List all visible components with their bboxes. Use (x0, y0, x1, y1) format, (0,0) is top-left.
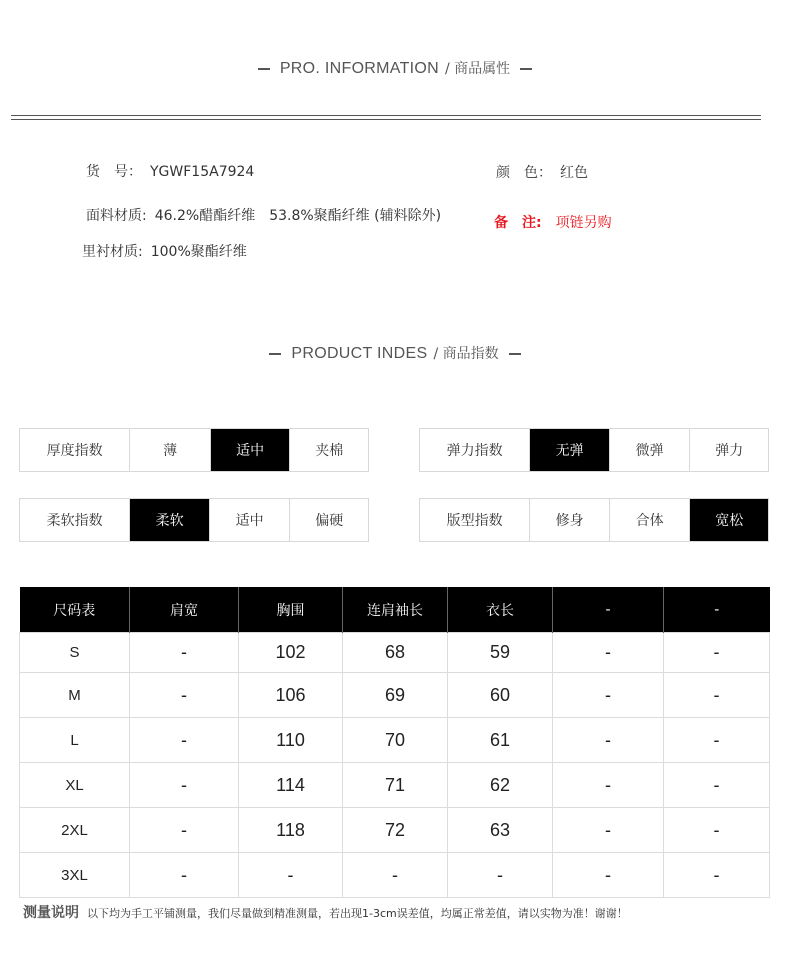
index-option: 微弹 (609, 429, 690, 471)
table-cell: - (664, 718, 770, 763)
size-table (19, 587, 770, 898)
size-cell: M (20, 673, 130, 718)
index-option: 适中 (209, 499, 290, 541)
index-softness (19, 498, 369, 542)
index-option: 适中 (210, 429, 290, 471)
table-cell: 62 (448, 763, 553, 808)
index-option: 弹力 (689, 429, 768, 471)
index-fit (419, 498, 769, 542)
table-cell: - (664, 808, 770, 853)
table-row (20, 853, 770, 898)
table-cell: 118 (239, 808, 343, 853)
table-cell: - (130, 853, 239, 898)
table-cell: - (130, 673, 239, 718)
size-cell: S (20, 633, 130, 673)
index-option: 无弹 (529, 429, 609, 471)
size-cell: XL (20, 763, 130, 808)
table-cell: - (130, 808, 239, 853)
table-cell: - (130, 718, 239, 763)
info-key: 货 号： (86, 164, 142, 180)
heading-en: PRO. INFORMATION (279, 60, 439, 77)
size-table-header-cell: 胸围 (239, 587, 343, 633)
size-table-header-cell: 连肩袖长 (343, 587, 448, 633)
index-label: 版型指数 (446, 513, 503, 529)
measure-note (23, 902, 628, 922)
heading-dash (269, 353, 281, 355)
table-row (20, 808, 770, 853)
index-elasticity (419, 428, 769, 472)
heading-cn: / 商品属性 (445, 61, 511, 77)
table-cell: - (553, 633, 664, 673)
index-label: 弹力指数 (446, 443, 503, 459)
heading-cn: / 商品指数 (433, 346, 499, 362)
table-cell: - (130, 633, 239, 673)
table-cell: 72 (343, 808, 448, 853)
table-cell: - (553, 763, 664, 808)
index-option: 柔软 (129, 499, 209, 541)
table-cell: - (664, 763, 770, 808)
index-option: 合体 (609, 499, 690, 541)
info-item-number (86, 161, 254, 181)
info-key: 面料材质: (86, 208, 147, 224)
table-cell: - (553, 718, 664, 763)
table-row (20, 718, 770, 763)
heading-dash (258, 68, 270, 70)
index-thickness (19, 428, 369, 472)
table-cell: - (343, 853, 448, 898)
table-cell: - (664, 673, 770, 718)
divider-line (11, 119, 761, 120)
table-cell: 102 (239, 633, 343, 673)
info-color (496, 162, 588, 182)
index-option: 偏硬 (289, 499, 368, 541)
info-key: 颜 色： (496, 165, 552, 181)
table-cell: 68 (343, 633, 448, 673)
table-cell: - (448, 853, 553, 898)
index-option: 宽松 (689, 499, 768, 541)
table-row (20, 763, 770, 808)
table-cell: - (664, 633, 770, 673)
table-cell: 110 (239, 718, 343, 763)
index-option: 修身 (529, 499, 609, 541)
heading-dash (509, 353, 521, 355)
table-cell: - (553, 853, 664, 898)
index-option: 薄 (129, 429, 210, 471)
table-cell: 59 (448, 633, 553, 673)
table-cell: 106 (239, 673, 343, 718)
table-row (20, 673, 770, 718)
size-table-header-cell: - (553, 587, 664, 633)
table-cell: - (553, 808, 664, 853)
size-cell: 3XL (20, 853, 130, 898)
index-label: 厚度指数 (46, 443, 103, 459)
info-fabric (86, 205, 441, 225)
divider-line (11, 115, 761, 116)
size-table-header-cell: 衣长 (448, 587, 553, 633)
info-lining (82, 241, 247, 261)
pro-information-heading (0, 58, 790, 78)
table-cell: 63 (448, 808, 553, 853)
info-value: 红色 (560, 165, 588, 181)
product-index-heading (0, 343, 790, 363)
heading-dash (520, 68, 532, 70)
info-value: 100%聚酯纤维 (150, 244, 247, 260)
index-option: 夹棉 (289, 429, 368, 471)
table-cell: 114 (239, 763, 343, 808)
table-cell: 70 (343, 718, 448, 763)
info-value: YGWF15A7924 (150, 164, 255, 180)
info-key: 里衬材质: (82, 244, 143, 260)
note-value: 项链另购 (555, 215, 612, 231)
size-table-header (20, 587, 770, 633)
table-cell: 61 (448, 718, 553, 763)
measure-note-title: 测量说明 (23, 905, 79, 921)
size-cell: 2XL (20, 808, 130, 853)
table-cell: 71 (343, 763, 448, 808)
index-label: 柔软指数 (46, 513, 103, 529)
measure-note-text: 以下均为手工平铺测量，我们尽量做到精准测量，若出现1-3cm误差值，均属正常差值，请以实物为准！谢谢！ (87, 907, 628, 920)
size-table-header-cell: 尺码表 (20, 587, 130, 633)
size-table-header-cell: - (664, 587, 770, 633)
table-cell: 69 (343, 673, 448, 718)
note-key: 备 注: (494, 215, 542, 231)
info-note (494, 212, 612, 232)
size-table-header-cell: 肩宽 (130, 587, 239, 633)
table-cell: - (553, 673, 664, 718)
table-row (20, 633, 770, 673)
table-cell: - (664, 853, 770, 898)
table-cell: - (130, 763, 239, 808)
table-cell: - (239, 853, 343, 898)
size-cell: L (20, 718, 130, 763)
info-value: 46.2%醋酯纤维 53.8%聚酯纤维 (辅料除外) (154, 208, 442, 224)
table-cell: 60 (448, 673, 553, 718)
heading-en: PRODUCT INDES (291, 345, 428, 362)
